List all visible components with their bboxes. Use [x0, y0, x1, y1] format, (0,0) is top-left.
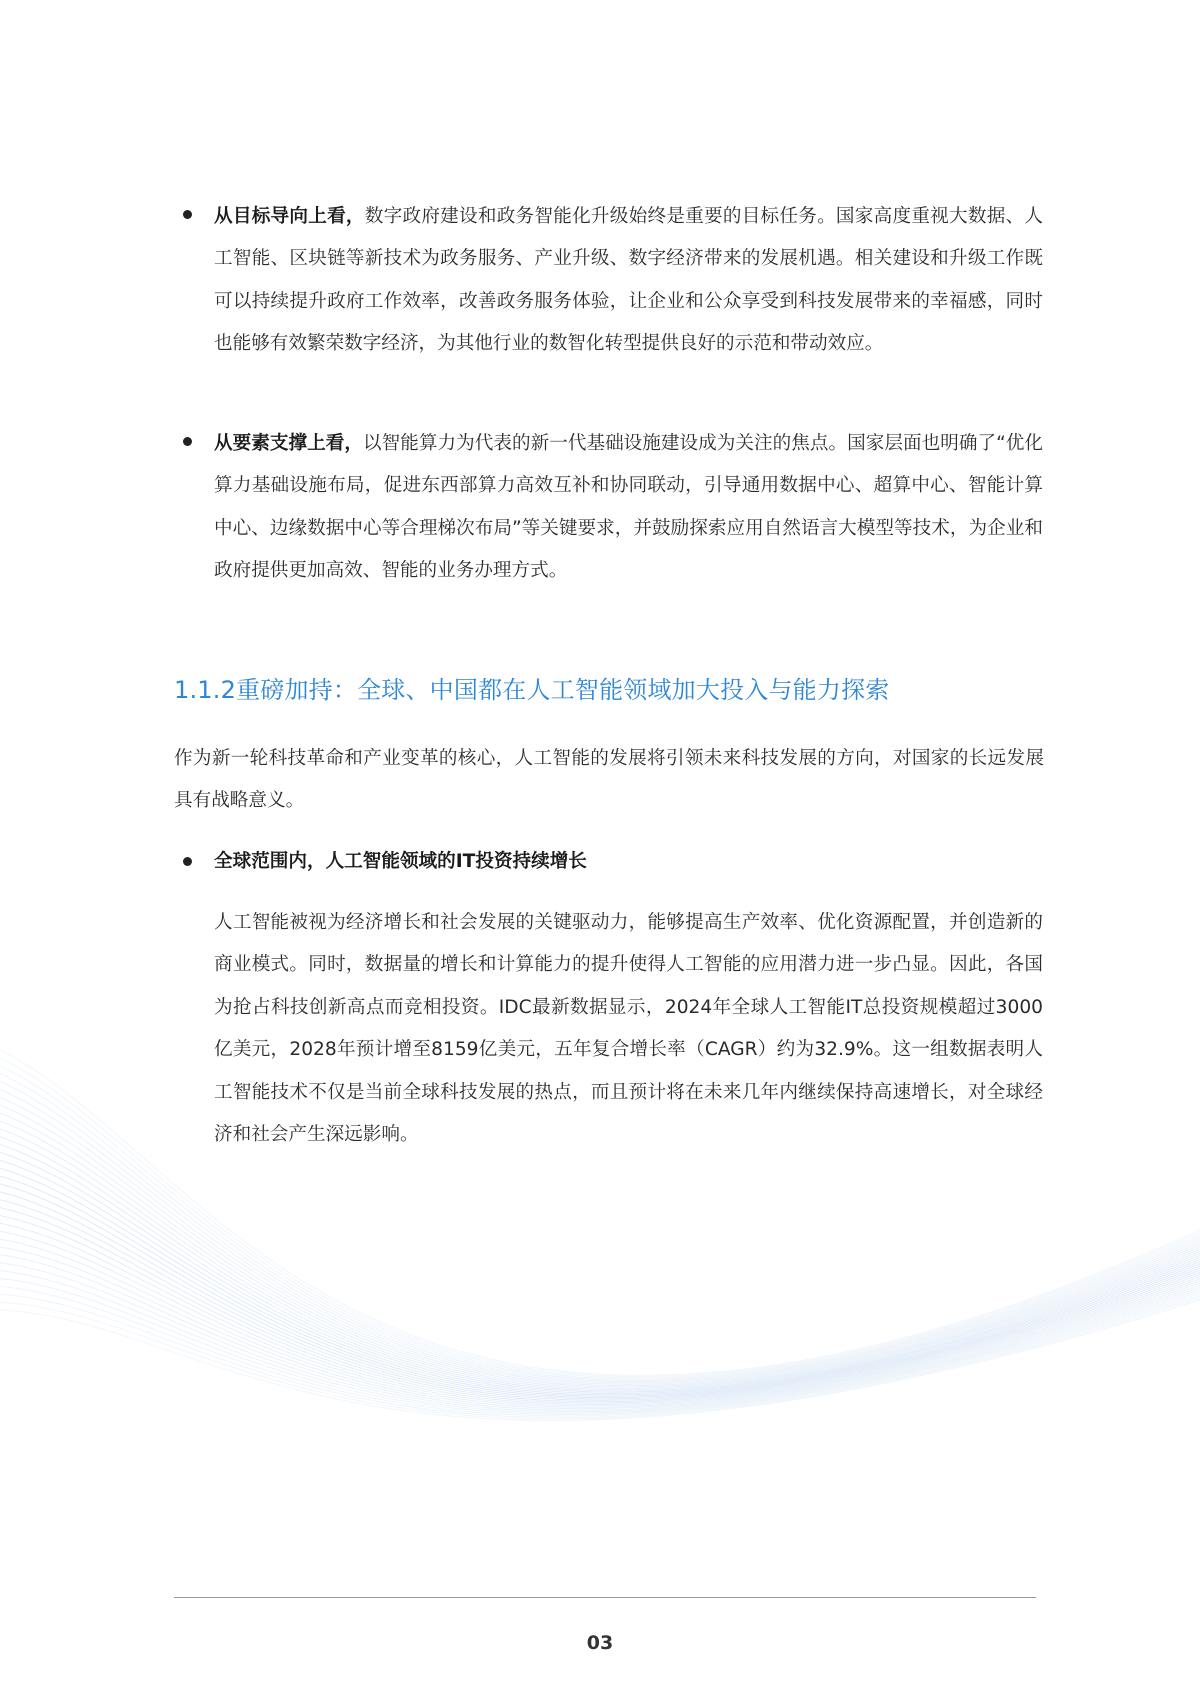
wave-line	[0, 1168, 1200, 1395]
page-number: 03	[586, 1632, 614, 1654]
bullet-dot-icon	[183, 857, 192, 866]
wave-line	[0, 1300, 1200, 1421]
bullet-goal-orientation	[183, 196, 1043, 366]
bullet-paragraph	[214, 196, 1043, 366]
sub-bullet-label: 全球范围内，人工智能领域的IT投资持续增长	[214, 851, 587, 872]
bullet-paragraph	[214, 423, 1043, 593]
section-intro: 作为新一轮科技革命和产业变革的核心，人工智能的发展将引领未来科技发展的方向，对国家的长远发展具有战略意义。	[174, 748, 1044, 812]
bullet-dot-icon	[183, 210, 192, 219]
bullet-lead: 从目标导向上看，	[214, 206, 365, 227]
bullet-element-support	[183, 423, 1043, 593]
sub-bullet-global-it-investment	[183, 842, 1043, 882]
wave-line	[0, 1152, 1200, 1392]
bullet-body: 数字政府建设和政务智能化升级始终是重要的目标任务。国家高度重视大数据、人工智能、区块链等新技术为政务服务、产业升级、数字经济带来的发展机遇。相关建设和升级工作既可以持续提升政府工作效率，改善政务服务体验，让企业和公众享受到科技发展带来的幸福感，同时也能够有效繁荣数字经济，为其他行业的数智化转型提供良好的示范和带动效应。	[214, 206, 1043, 355]
section-heading: 1.1.2重磅加持：全球、中国都在人工智能领域加大投入与能力探索	[174, 676, 890, 704]
bullet-dot-icon	[183, 437, 192, 446]
wave-line	[0, 1160, 1200, 1393]
bullet-lead: 从要素支撑上看，	[214, 433, 363, 454]
bullet-body: 以智能算力为代表的新一代基础设施建设成为关注的焦点。国家层面也明确了“优化算力基础设施布局，促进东西部算力高效互补和协同联动，引导通用数据中心、超算中心、智能计算中心、边缘数据中心等合理梯次布局”等关键要求，并鼓励探索应用自然语言大模型等技术，为企业和政府提供更加高效、智能的业务办理方式。	[214, 433, 1043, 582]
wave-line	[0, 1192, 1200, 1399]
detail-paragraph: 人工智能被视为经济增长和社会发展的关键驱动力，能够提高生产效率、优化资源配置，并创造新的商业模式。同时，数据量的增长和计算能力的提升使得人工智能的应用潜力进一步凸显。因此，各国为抢占科技创新高点而竞相投资。IDC最新数据显示，2024年全球人工智能IT总投资规模超过3000亿美元，2028年预计增至8159亿美元，五年复合增长率（CAGR）约为32.9%。这一组数据表明人工智能技术不仅是当前全球科技发展的热点，而且预计将在未来几年内继续保持高速增长，对全球经济和社会产生深远影响。	[214, 912, 1043, 1146]
wave-line	[0, 1184, 1200, 1398]
footer-divider	[174, 1597, 1036, 1598]
